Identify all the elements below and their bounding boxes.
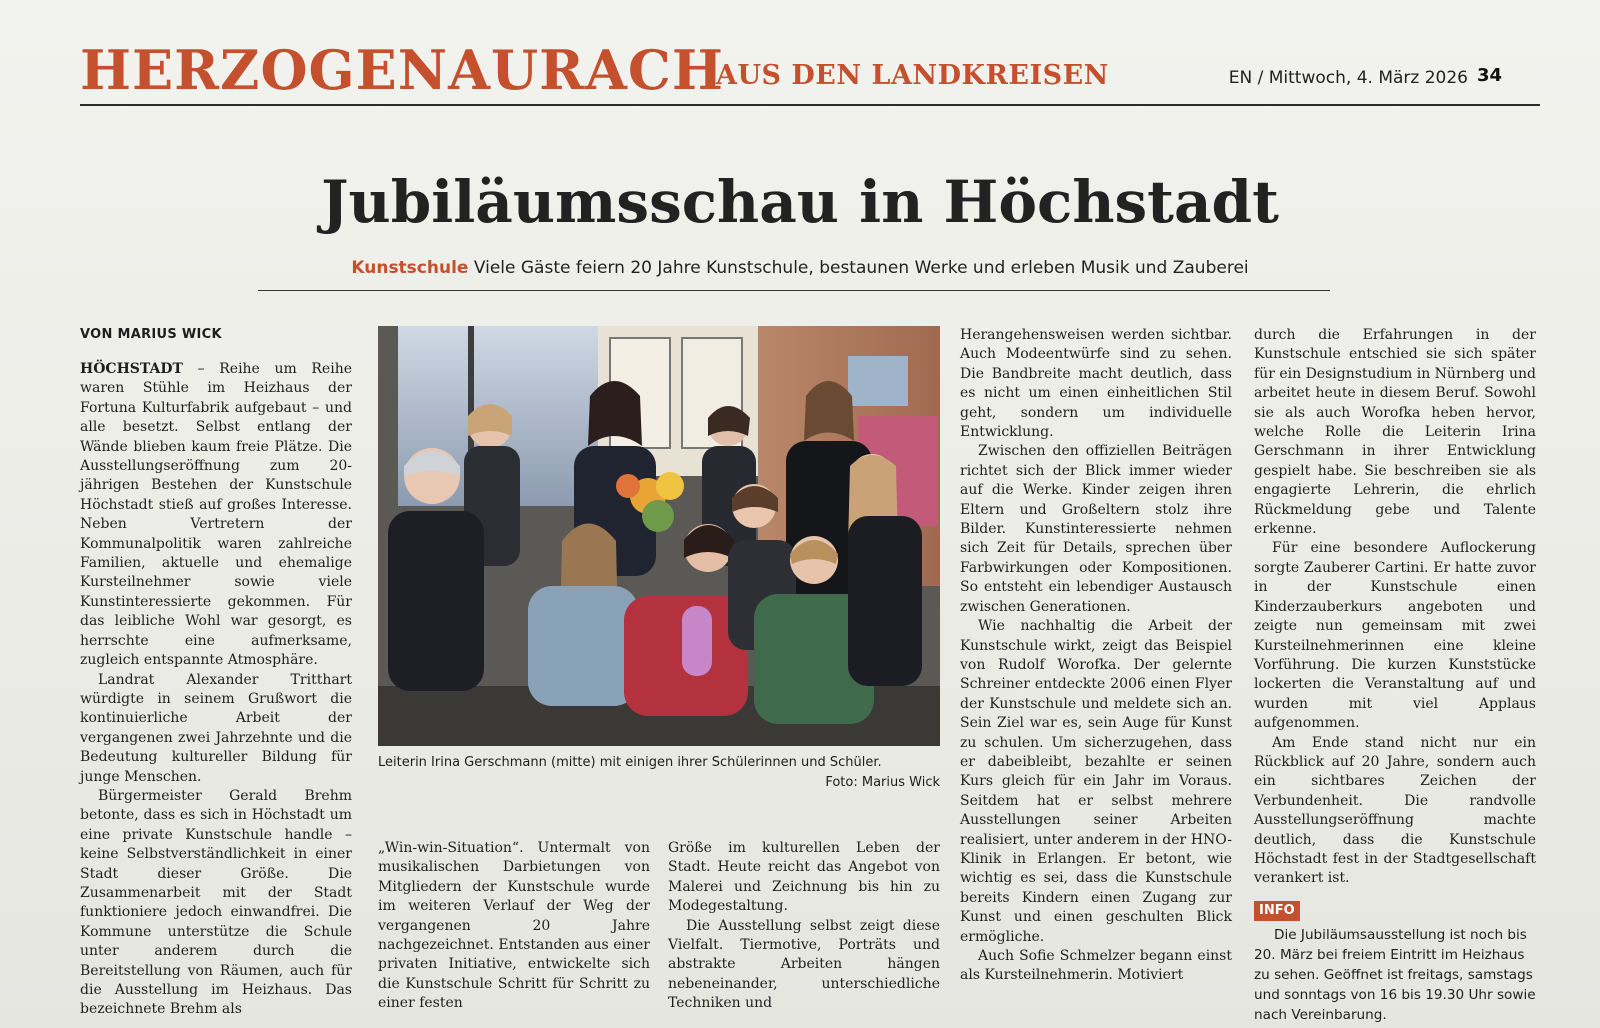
photo-credit: Foto: Marius Wick — [825, 775, 940, 790]
paragraph: Am Ende stand nicht nur ein Rückblick auf 20 Jahre, sondern auch ein sichtbares Zeichen der Verbundenheit. Die randvolle Ausstellungseröffnung machte deutlich, dass die Kunstschule Höchstadt fest in der Stadtgesellschaft verankert ist. — [1254, 734, 1536, 887]
article-column-5 — [1254, 326, 1536, 1025]
masthead-title: HERZOGENAURACH — [80, 38, 724, 102]
subheadline-rule — [258, 290, 1330, 291]
page-number: 34 — [1476, 65, 1502, 86]
article-column-2 — [378, 839, 650, 1014]
byline: VON MARIUS WICK — [80, 327, 222, 342]
paragraph: Landrat Alexander Tritthart würdigte in seinem Grußwort die kontinuierliche Arbeit der vergangenen zwei Jahrzehnte und die Bedeutung kultureller Bildung für junge Menschen. — [80, 671, 352, 785]
article-column-4 — [960, 326, 1232, 986]
paragraph: HÖCHSTADT – Reihe um Reihe waren Stühle im Heizhaus der Fortuna Kulturfabrik aufgebaut – und alle besetzt. Selbst entlang der Wände blieben kaum freie Plätze. Die Ausstellungseröffnung zum 20-jährigen Bestehen der Kunstschule Höchstadt stieß auf großes Interesse. Neben Vertretern der Kommunalpolitik waren zahlreiche Familien, aktuelle und ehemalige Kursteilnehmer sowie viele Kunstinteressierte gekommen. Für das leibliche Wohl war gesorgt, es herrschte eine aufmerksame, zugleich entspannte Atmosphäre. — [80, 361, 352, 669]
paragraph: Größe im kulturellen Leben der Stadt. Heute reicht das Angebot von Malerei und Zeichnung bis hin zu Modegestaltung. — [668, 840, 940, 915]
paragraph: Die Ausstellung selbst zeigt diese Vielfalt. Tiermotive, Porträts und abstrakte Arbeiten hängen nebeneinander, unterschiedliche Techniken und — [668, 917, 940, 1012]
article-photo — [378, 326, 940, 746]
subheadline-text: Viele Gäste feiern 20 Jahre Kunstschule, bestaunen Werke und erleben Musik und Zauberei — [473, 258, 1249, 278]
paragraph: Für eine besondere Auflockerung sorgte Zauberer Cartini. Er hatte zuvor in der Kunstschule einen Kinderzauberkurs angeboten und zeigte nun gemeinsam mit zwei Kursteilnehmerinnen eine kleine Vorführung. Die kurzen Kunststücke lockerten die Veranstaltung auf und wurden mit viel Applaus aufgenommen. — [1254, 540, 1536, 732]
paragraph: durch die Erfahrungen in der Kunstschule entschied sie sich später für ein Designstudium in Nürnberg und arbeitet heute in diesem Beruf. Sowohl sie als auch Worofka heben hervor, welche Rolle die Leiterin Irina Gerschmann in ihrer Entwicklung gespielt habe. Sie beschreiben sie als engagierte Lehrerin, die ehrlich Rückmeldung gebe und Talente erkenne. — [1254, 327, 1536, 538]
paragraph: Herangehensweisen werden sichtbar. Auch Modeentwürfe sind zu sehen. Die Bandbreite macht deutlich, dass es nicht um einen einheitlichen Stil geht, sondern um individuelle Entwicklung. — [960, 327, 1232, 441]
kicker: Kunstschule — [351, 258, 469, 278]
info-badge: INFO — [1254, 901, 1300, 921]
paragraph: Zwischen den offiziellen Beiträgen richtet sich der Blick immer wieder auf die Werke. Kinder zeigen ihren Eltern und Großeltern stolz ihre Bilder. Kunstinteressierte nehmen sich Zeit für Details, sprechen über Farbwirkungen oder Kompositionen. So entsteht ein lebendiger Austausch zwischen Generationen. — [960, 443, 1232, 615]
subheadline — [0, 255, 1600, 281]
article-column-3 — [668, 839, 940, 1014]
paragraph: Wie nachhaltig die Arbeit der Kunstschule wirkt, zeigt das Beispiel von Rudolf Worofka. Der gelernte Schreiner entdeckte 2006 einen Flyer der Kunstschule und meldete sich an. Sein Ziel war es, sein Auge für Kunst zu schulen. Um sicherzugehen, dass er dabeibleibt, bezahlte er seinen Kurs gleich für ein Jahr im Voraus. Seitdem hat er selbst mehrere Ausstellungen seiner Arbeiten realisiert, unter anderem in der HNO-Klinik in Erlangen. Er betont, wie wichtig es sei, dass die Kunstschule bereits Kindern einen Zugang zur Kunst und einen geschulten Blick ermögliche. — [960, 618, 1232, 945]
info-text: Die Jubiläumsausstellung ist noch bis 20. März bei freiem Eintritt im Heizhaus zu sehen. Geöffnet ist freitags, samstags und sonntags von 16 bis 19.30 Uhr sowie nach Vereinbarung. — [1254, 926, 1536, 1023]
group-photo-illustration — [378, 326, 940, 746]
masthead-section: AUS DEN LANDKREISEN — [716, 60, 1109, 91]
paragraph: „Win-win-Situation“. Untermalt von musikalischen Darbietungen von Mitgliedern der Kunstschule wurde im weiteren Verlauf der Weg der vergangenen 20 Jahre nachgezeichnet. Entstanden aus einer privaten Initiative, entwickelte sich die Kunstschule Schritt für Schritt zu einer festen — [378, 840, 650, 1012]
caption-text: Leiterin Irina Gerschmann (mitte) mit einigen ihrer Schülerinnen und Schüler. — [378, 755, 882, 770]
paragraph: Auch Sofie Schmelzer begann einst als Kursteilnehmerin. Motiviert — [960, 948, 1232, 984]
masthead-date: EN / Mittwoch, 4. März 2026 — [1228, 68, 1468, 88]
photo-caption — [378, 753, 940, 793]
article-column-1 — [80, 326, 352, 1020]
masthead-rule — [80, 104, 1540, 106]
dateline-place: HÖCHSTADT — [80, 361, 183, 377]
masthead — [80, 38, 1540, 102]
paragraph: Bürgermeister Gerald Brehm betonte, dass es sich in Höchstadt um eine private Kunstschule handle – keine Selbstverständlichkeit in einer Stadt dieser Größe. Die Zusammenarbeit mit der Stadt funktioniere jedoch einwandfrei. Die Kommune unterstütze die Schule unter anderem durch die Bereitstellung von Räumen, auch für die Ausstellung im Heizhaus. Das bezeichnete Brehm als — [80, 787, 352, 1018]
headline: Jubiläumsschau in Höchstadt — [321, 168, 1279, 236]
